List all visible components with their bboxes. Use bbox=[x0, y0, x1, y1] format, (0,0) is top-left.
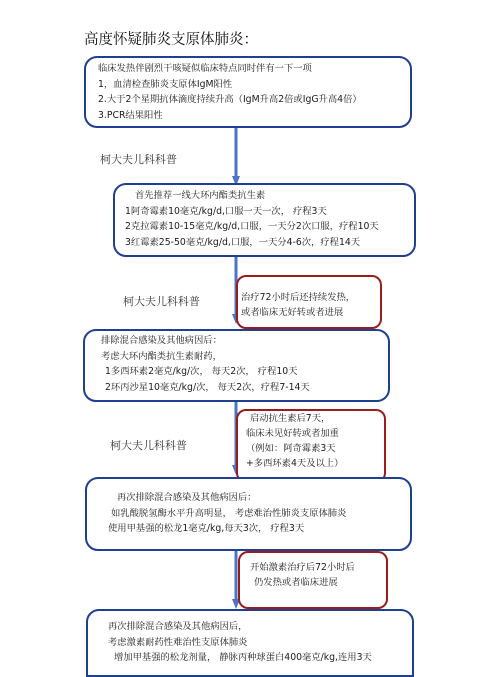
page-title: 高度怀疑肺炎支原体肺炎： bbox=[84, 32, 258, 48]
criteria-line-4: 3.PCR结果阳性 bbox=[98, 109, 163, 121]
first-line-heading: 首先推荐一线大环内酯类抗生素 bbox=[135, 190, 266, 201]
condition-1-line-2: 或者临床无好转或者进展 bbox=[241, 307, 344, 318]
second-line-item-2: 2环丙沙星10毫克/kg/次， 每天2次，疗程7-14天 bbox=[105, 381, 310, 393]
condition-box-3 bbox=[238, 551, 388, 609]
steroid-treatment-box bbox=[85, 477, 412, 551]
condition-3-line-1: 开始激素治疗后72小时后 bbox=[250, 562, 355, 573]
first-line-item-3: 3红霉素25-50毫克/kg/d,口服，一天分4-6次，疗程14天 bbox=[125, 236, 361, 248]
second-line-note: 考虑大环内酯类抗生素耐药， bbox=[101, 350, 222, 362]
steroid-line-3: 使用甲基强的松龙1毫克/kg,每天3次， 疗程3天 bbox=[108, 523, 305, 534]
diagnosis-criteria-box bbox=[84, 56, 412, 128]
steroid-heading: 再次排除混合感染及其他病因后： bbox=[117, 492, 257, 503]
criteria-line-3: 2.大于2个星期抗体滴度持续升高（IgM升高2倍或IgG升高4倍） bbox=[98, 94, 362, 105]
watermark-3: 柯大夫儿科科普 bbox=[110, 439, 187, 452]
condition-1-line-1: 治疗72小时后还持续发热， bbox=[241, 292, 356, 303]
escalated-treatment-box bbox=[86, 609, 414, 677]
escalated-line-3: 增加甲基强的松龙剂量， 静脉丙种球蛋白400毫克/kg,连用3天 bbox=[114, 652, 372, 663]
condition-2-line-2: 临床未见好转或者加重 bbox=[246, 428, 339, 439]
criteria-line-2: 1，血清检查肺炎支原体IgM阳性 bbox=[98, 78, 233, 90]
condition-2-line-1: 启动抗生素后7天， bbox=[250, 413, 331, 424]
first-line-item-2: 2克拉霉素10-15毫克/kg/d,口服，一天分2次口服，疗程10天 bbox=[125, 221, 379, 232]
escalated-line-2: 考虑激素耐药性难治性支原体肺炎 bbox=[108, 636, 248, 648]
condition-3-line-2: 仍发热或者临床进展 bbox=[254, 577, 338, 588]
watermark-2: 柯大夫儿科科普 bbox=[123, 295, 200, 308]
second-line-item-1: 1多西环素2毫克/kg/次， 每天2次， 疗程10天 bbox=[105, 366, 298, 377]
steroid-line-2: 如乳酸脱氢酶水平升高明显， 考虑难治性肺炎支原体肺炎 bbox=[111, 507, 347, 519]
first-line-item-1: 1阿奇霉素10毫克/kg/d,口服一天一次， 疗程3天 bbox=[125, 205, 327, 217]
condition-box-2 bbox=[236, 409, 386, 483]
escalated-heading: 再次排除混合感染及其他病因后， bbox=[108, 621, 248, 632]
second-line-treatment-box bbox=[83, 329, 390, 402]
watermark-1: 柯大夫儿科科普 bbox=[100, 153, 177, 166]
second-line-heading: 排除混合感染及其他病因后： bbox=[101, 335, 222, 346]
condition-box-1 bbox=[236, 275, 382, 329]
condition-2-line-4: +多西环素4天及以上） bbox=[246, 458, 344, 469]
condition-2-line-3: （例如：阿奇霉素3天 bbox=[246, 443, 336, 454]
criteria-line-1: 临床发热伴剧烈干咳疑似临床特点同时伴有一下一项 bbox=[98, 63, 312, 74]
first-line-treatment-box bbox=[113, 183, 416, 257]
